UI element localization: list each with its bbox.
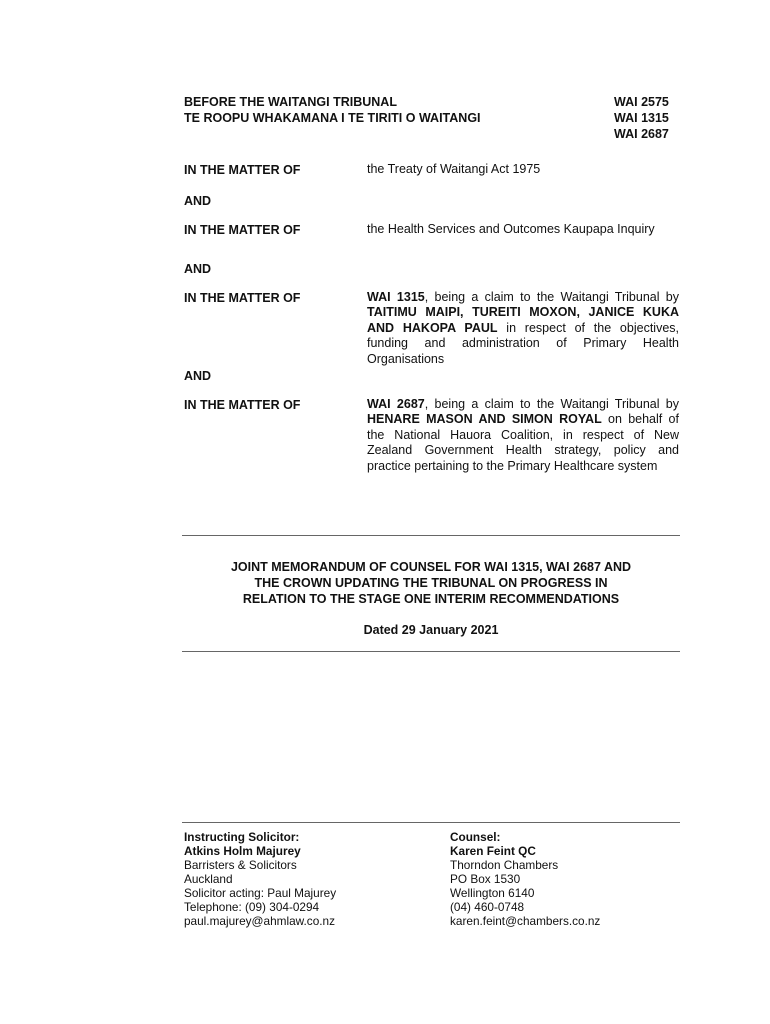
divider — [182, 535, 680, 536]
document-date: Dated 29 January 2021 — [363, 623, 499, 637]
solicitor-heading: Instructing Solicitor: — [184, 830, 300, 844]
counsel-block — [450, 830, 600, 928]
matter-text: the Health Services and Outcomes Kaupapa Inquiry — [367, 222, 655, 236]
and-label: AND — [184, 369, 212, 383]
document-title — [182, 559, 680, 607]
claim-text: on behalf of the National Hauora Coalition, in respect of New Zealand Government Health strategy, policy and practice pertaining to the Primary Healthcare system — [367, 412, 679, 473]
claim-number: WAI 1315 — [367, 290, 425, 304]
matter-text: the Treaty of Waitangi Act 1975 — [367, 162, 541, 176]
matter-text — [367, 397, 679, 474]
divider — [182, 822, 680, 823]
matter-label: IN THE MATTER OF — [184, 223, 301, 237]
solicitor-line: Solicitor acting: Paul Majurey — [184, 886, 337, 900]
solicitor-line: Auckland — [184, 872, 233, 886]
solicitor-firm: Atkins Holm Majurey — [184, 844, 301, 858]
wai-number: WAI 2687 — [614, 127, 669, 141]
claim-text: , being a claim to the Waitangi Tribunal by — [424, 290, 680, 304]
instructing-solicitor-block — [184, 830, 336, 928]
and-label: AND — [184, 194, 212, 208]
title-line: JOINT MEMORANDUM OF COUNSEL FOR WAI 1315, WAI 2687 AND — [230, 560, 632, 574]
court-name-maori: TE ROOPU WHAKAMANA I TE TIRITI O WAITANGI — [184, 111, 481, 125]
counsel-phone: (04) 460-0748 — [450, 900, 525, 914]
divider — [182, 651, 680, 652]
wai-number: WAI 1315 — [614, 111, 669, 125]
solicitor-line: Barristers & Solicitors — [184, 858, 297, 872]
counsel-email: karen.feint@chambers.co.nz — [450, 914, 601, 928]
court-name: BEFORE THE WAITANGI TRIBUNAL — [184, 95, 397, 109]
counsel-name: Karen Feint QC — [450, 844, 536, 858]
matter-label: IN THE MATTER OF — [184, 291, 301, 305]
counsel-line: Thorndon Chambers — [450, 858, 559, 872]
claim-text: , being a claim to the Waitangi Tribunal by — [424, 397, 680, 411]
claimant-names: HENARE MASON AND SIMON ROYAL — [367, 412, 602, 427]
wai-number: WAI 2575 — [614, 95, 669, 109]
claim-number: WAI 2687 — [367, 397, 425, 411]
counsel-heading: Counsel: — [450, 830, 501, 844]
matter-label: IN THE MATTER OF — [184, 163, 301, 177]
claimant-names: TAITIMU MAIPI, TUREITI MOXON, JANICE KUKA AND HAKOPA PAUL — [367, 305, 679, 335]
claim-text: in respect of the objectives, funding and administration of Primary Health Organisations — [367, 320, 679, 366]
solicitor-email: paul.majurey@ahmlaw.co.nz — [184, 914, 335, 928]
court-heading — [184, 94, 481, 126]
title-line: THE CROWN UPDATING THE TRIBUNAL ON PROGRESS IN — [254, 576, 608, 590]
counsel-line: Wellington 6140 — [450, 886, 535, 900]
matter-text — [367, 290, 679, 367]
matter-label: IN THE MATTER OF — [184, 398, 301, 412]
title-line: RELATION TO THE STAGE ONE INTERIM RECOMMENDATIONS — [242, 592, 620, 606]
and-label: AND — [184, 262, 212, 276]
solicitor-phone: Telephone: (09) 304-0294 — [184, 900, 320, 914]
counsel-line: PO Box 1530 — [450, 872, 521, 886]
wai-numbers — [614, 94, 669, 142]
